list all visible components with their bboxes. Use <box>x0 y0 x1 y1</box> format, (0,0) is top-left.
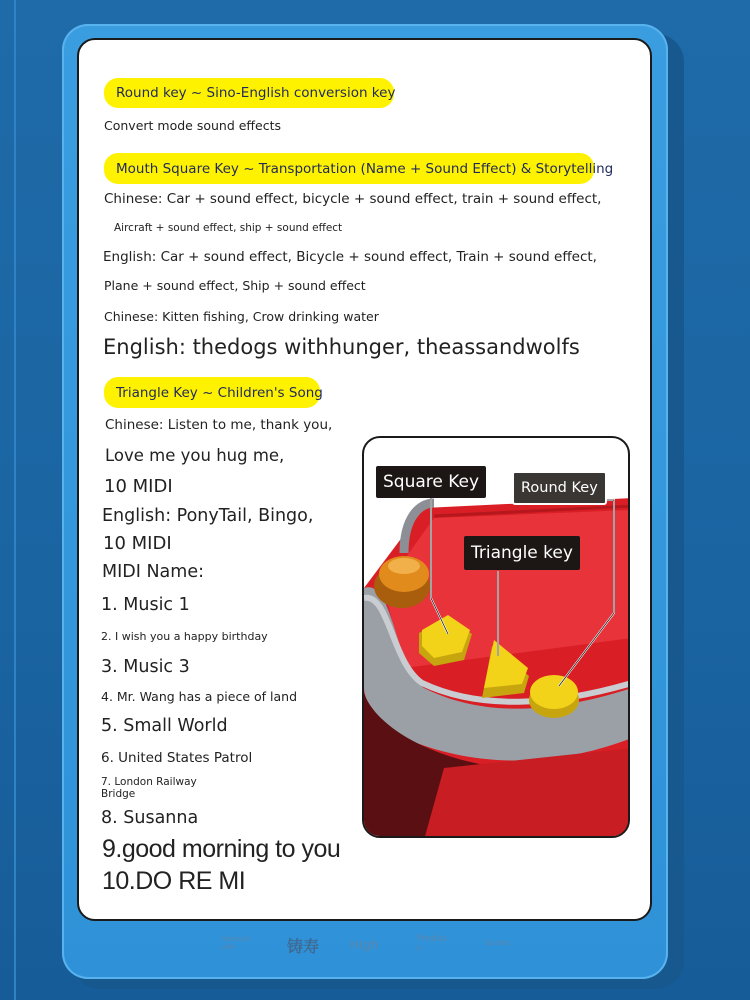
midi-item-3: 3. Music 3 <box>101 657 190 677</box>
round-key-description: Convert mode sound effects <box>104 118 282 133</box>
footer-specialized-line-2: zed <box>222 943 235 951</box>
round-key-header-text: Round key ~ Sino-English conversion key <box>116 85 396 101</box>
midi-name-label: MIDI Name: <box>102 562 204 582</box>
square-key-label: Square Key <box>376 466 486 498</box>
footer-high: High <box>350 937 379 952</box>
midi-item-6: 6. United States Patrol <box>101 750 253 766</box>
triangle-midi-count-1: 10 MIDI <box>104 476 173 497</box>
triangle-key-header <box>104 377 323 408</box>
toy-keys-photo <box>362 436 630 838</box>
midi-item-7-line-1: 7. London Railway <box>101 776 197 788</box>
square-key-english-line-2: Plane + sound effect, Ship + sound effect <box>104 278 366 293</box>
triangle-chinese-line-1: Chinese: Listen to me, thank you, <box>105 417 333 433</box>
footer-logo-text: 铸寿 <box>287 937 320 956</box>
triangle-chinese-line-2: Love me you hug me, <box>105 446 285 465</box>
background-stripe <box>14 0 16 1000</box>
square-key-header <box>104 153 614 184</box>
square-key-header-text: Mouth Square Key ~ Transportation (Name + Sound Effect) & Storytelling <box>116 160 614 177</box>
footer-product <box>417 934 448 954</box>
midi-item-8: 8. Susanna <box>101 808 199 828</box>
square-key-chinese-line-2: Aircraft + sound effect, ship + sound effect <box>114 222 343 234</box>
footer-quality: Quality <box>485 939 511 947</box>
triangle-key-header-text: Triangle Key ~ Children's Song <box>116 384 323 401</box>
round-key-label: Round Key <box>512 471 607 505</box>
triangle-key-label: Triangle key <box>464 536 580 570</box>
triangle-english-line: English: PonyTail, Bingo, <box>102 506 314 526</box>
round-key-shape <box>530 675 578 709</box>
square-key-english-line-1: English: Car + sound effect, Bicycle + sound effect, Train + sound effect, <box>103 249 597 265</box>
midi-item-1: 1. Music 1 <box>101 595 190 615</box>
footer-specialized <box>222 935 249 951</box>
footer-product-line-1: Produc <box>417 934 448 944</box>
midi-item-2: 2. I wish you a happy birthday <box>101 630 268 643</box>
story-english-line: English: thedogs withhunger, theassandwolfs <box>103 335 580 359</box>
square-key-chinese-line-1: Chinese: Car + sound effect, bicycle + sound effect, train + sound effect, <box>104 191 602 207</box>
midi-item-5: 5. Small World <box>101 716 228 736</box>
amber-knob-top <box>388 558 420 574</box>
midi-item-9: 9.good morning to you <box>102 835 341 863</box>
midi-item-7-line-2: Bridge <box>101 788 136 800</box>
midi-item-4: 4. Mr. Wang has a piece of land <box>101 689 298 704</box>
round-key-header <box>104 78 394 108</box>
midi-item-10: 10.DO RE MI <box>102 867 246 895</box>
footer-specialized-line-1: Speciali <box>222 935 250 943</box>
story-chinese-line: Chinese: Kitten fishing, Crow drinking water <box>104 309 379 324</box>
footer-product-line-2: t <box>417 944 421 954</box>
triangle-midi-count-2: 10 MIDI <box>103 533 172 554</box>
midi-item-7 <box>101 776 197 800</box>
